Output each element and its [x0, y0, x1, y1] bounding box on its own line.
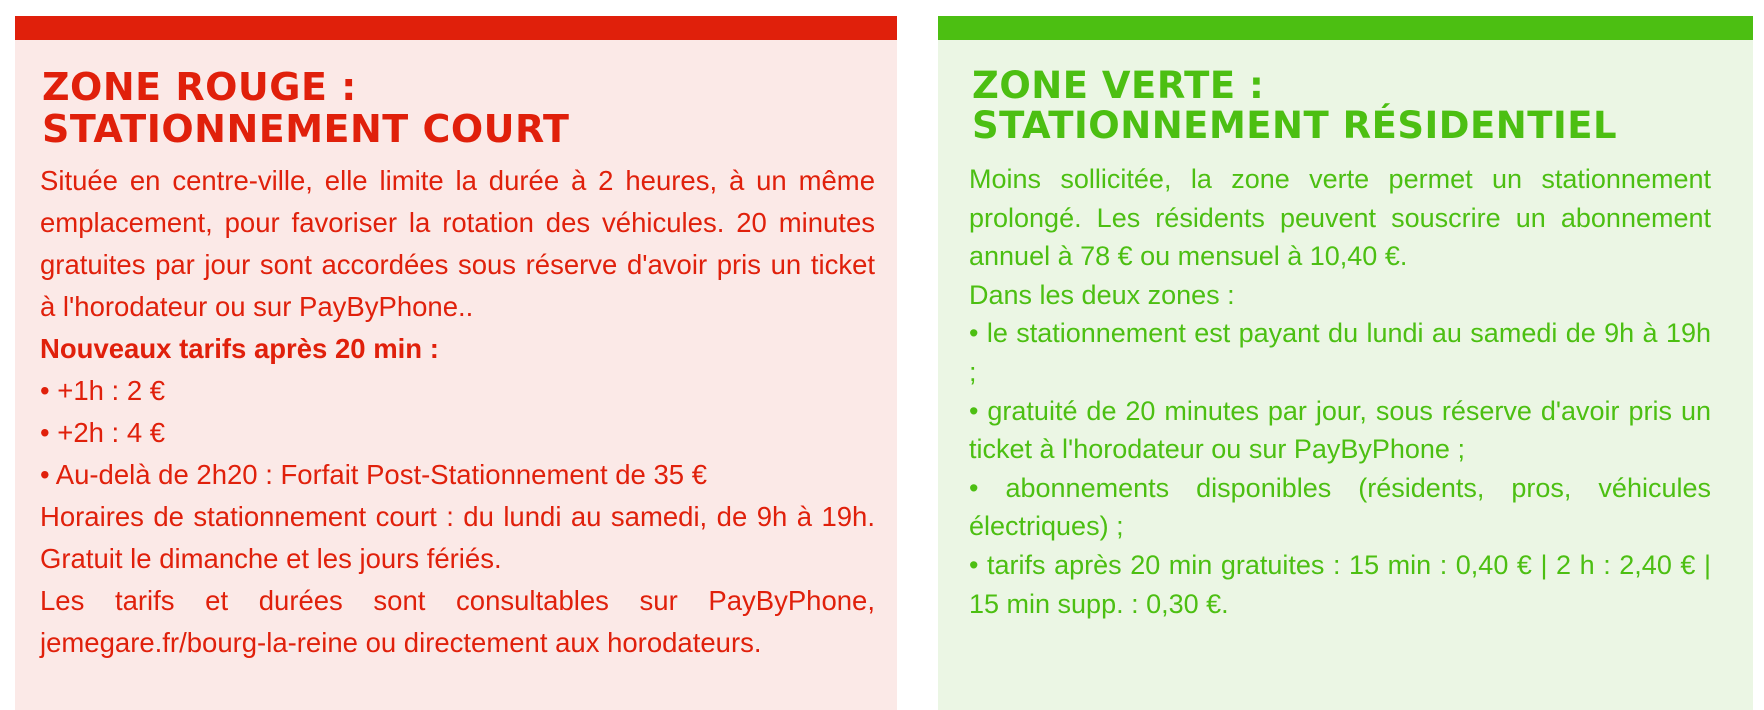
- green-zone-list-item: • tarifs après 20 min gratuites : 15 min : 0,40 € | 2 h : 2,40 € | 15 min supp. : 0,30 €.: [969, 549, 1711, 619]
- red-zone-header-bar: [15, 16, 897, 40]
- green-zone-both-zones: Dans les deux zones :: [969, 279, 1235, 310]
- red-zone-title: [42, 66, 569, 150]
- green-zone-list-item: • le stationnement est payant du lundi au samedi de 9h à 19h ;: [969, 318, 1711, 387]
- red-zone-tarif-item: • +1h : 2 €: [40, 375, 166, 406]
- green-zone-panel: [938, 16, 1753, 710]
- green-zone-intro: Moins sollicitée, la zone verte permet un stationnement prolongé. Les résidents peuvent souscrire un abonnement annuel à 78 € ou mensuel à 10,40 €.: [969, 164, 1711, 272]
- green-zone-header-bar: [938, 16, 1753, 40]
- red-zone-horaires: Horaires de stationnement court : du lundi au samedi, de 9h à 19h. Gratuit le dimanche et les jours fériés.: [40, 501, 875, 574]
- red-zone-intro: Située en centre-ville, elle limite la durée à 2 heures, à un même emplacement, pour favoriser la rotation des véhicules. 20 minutes gratuites par jour sont accordées sous réserve d'avoir pris un ticket à l'horodateur ou sur PayByPhone..: [40, 165, 875, 322]
- red-zone-tarifs-heading: Nouveaux tarifs après 20 min :: [40, 333, 439, 364]
- red-zone-body: [40, 160, 875, 664]
- green-zone-title-line2: STATIONNEMENT RÉSIDENTIEL: [972, 104, 1618, 147]
- green-zone-title: [972, 66, 1617, 146]
- red-zone-title-line2: STATIONNEMENT COURT: [42, 107, 570, 151]
- red-zone-title-line1: ZONE ROUGE :: [42, 65, 357, 109]
- green-zone-body: [969, 160, 1711, 623]
- red-zone-info: Les tarifs et durées sont consultables sur PayByPhone, jemegare.fr/bourg-la-reine ou directement aux horodateurs.: [40, 585, 875, 658]
- green-zone-list-item: • gratuité de 20 minutes par jour, sous réserve d'avoir pris un ticket à l'horodateur ou sur PayByPhone ;: [969, 395, 1711, 465]
- red-zone-panel: [15, 16, 897, 710]
- red-zone-tarif-item: • +2h : 4 €: [40, 417, 166, 448]
- green-zone-title-line1: ZONE VERTE :: [972, 64, 1265, 107]
- red-zone-tarif-item: • Au-delà de 2h20 : Forfait Post-Stationnement de 35 €: [40, 459, 707, 490]
- green-zone-list-item: • abonnements disponibles (résidents, pros, véhicules électriques) ;: [969, 472, 1711, 542]
